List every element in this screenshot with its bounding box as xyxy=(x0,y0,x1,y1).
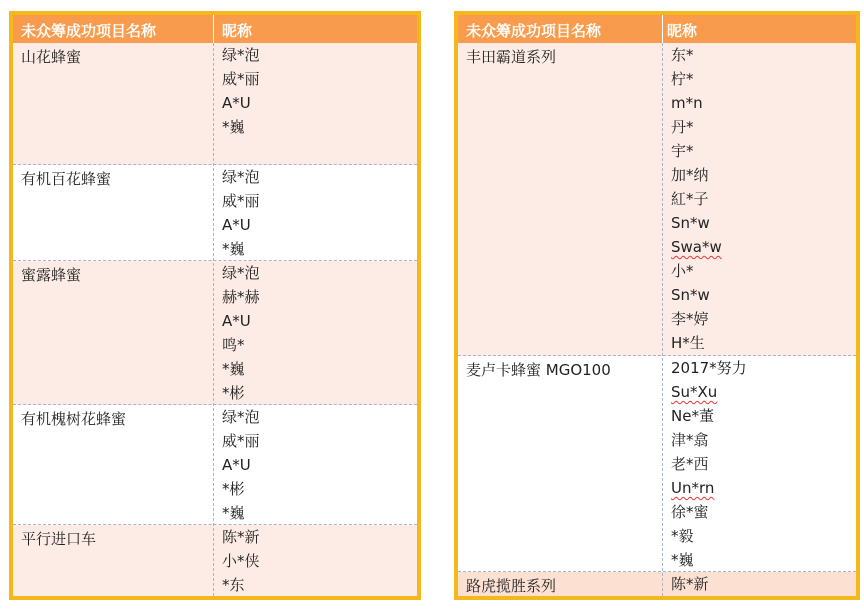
header-divider xyxy=(662,15,663,43)
project-name: 山花蜂蜜 xyxy=(21,48,82,66)
column-divider xyxy=(662,43,663,596)
nickname: Su*Xu xyxy=(671,383,718,401)
nickname: 丹* xyxy=(671,118,694,136)
nickname-list xyxy=(222,46,260,142)
table-header xyxy=(458,15,856,43)
nickname: 老*西 xyxy=(671,455,709,473)
nickname-list xyxy=(222,408,260,528)
right-table xyxy=(454,11,860,600)
nickname: 小* xyxy=(671,262,694,280)
table-row xyxy=(458,572,856,596)
nickname: 2017*努力 xyxy=(671,359,747,377)
project-name: 平行进口车 xyxy=(21,530,97,548)
nickname: 宇* xyxy=(671,142,694,160)
nickname-list xyxy=(222,264,260,408)
nickname: A*U xyxy=(222,94,251,112)
project-name: 麦卢卡蜂蜜 MGO100 xyxy=(466,361,611,379)
table-row xyxy=(13,405,417,525)
table-row xyxy=(458,43,856,356)
nickname: A*U xyxy=(222,216,251,234)
nickname-list xyxy=(671,575,709,599)
nickname: Sn*w xyxy=(671,286,710,304)
nickname: m*n xyxy=(671,94,703,112)
project-name: 路虎揽胜系列 xyxy=(466,577,557,595)
nickname: *彬 xyxy=(222,480,245,498)
nickname: *巍 xyxy=(222,504,245,522)
project-name: 有机百花蜂蜜 xyxy=(21,170,112,188)
project-name: 蜜露蜂蜜 xyxy=(21,266,82,284)
nickname: 加*纳 xyxy=(671,166,709,184)
table-row xyxy=(13,43,417,165)
nickname-list xyxy=(222,168,260,264)
nickname: 柠* xyxy=(671,70,694,88)
table-row xyxy=(458,356,856,572)
nickname: 小*侠 xyxy=(222,552,260,570)
nickname-list xyxy=(671,359,747,575)
nickname-list xyxy=(671,46,722,358)
nickname: 威*丽 xyxy=(222,70,260,88)
nickname: *巍 xyxy=(222,118,245,136)
nickname: 绿*泡 xyxy=(222,408,260,426)
nickname: 鸣* xyxy=(222,336,245,354)
nickname: A*U xyxy=(222,456,251,474)
nickname: Ne*董 xyxy=(671,407,714,425)
table-row xyxy=(13,165,417,261)
nickname: H*生 xyxy=(671,334,705,352)
nickname: 津*翕 xyxy=(671,431,709,449)
nickname: *彬 xyxy=(222,384,245,402)
header-nickname: 昵称 xyxy=(667,22,698,40)
nickname: 陈*新 xyxy=(671,575,709,593)
nickname: 绿*泡 xyxy=(222,168,260,186)
nickname: 绿*泡 xyxy=(222,46,260,64)
header-divider xyxy=(213,15,214,43)
table-row xyxy=(13,525,417,596)
nickname: 李*婷 xyxy=(671,310,709,328)
nickname: 威*丽 xyxy=(222,432,260,450)
project-name: 丰田霸道系列 xyxy=(466,48,557,66)
project-name: 有机槐树花蜂蜜 xyxy=(21,410,127,428)
nickname: Swa*w xyxy=(671,238,722,256)
nickname: *巍 xyxy=(222,240,245,258)
nickname: 徐*蜜 xyxy=(671,503,709,521)
nickname: 威*丽 xyxy=(222,192,260,210)
nickname: 赫*赫 xyxy=(222,288,260,306)
nickname-list xyxy=(222,528,260,600)
nickname: 紅*子 xyxy=(671,190,709,208)
table-row xyxy=(13,261,417,405)
nickname: Sn*w xyxy=(671,214,710,232)
nickname: 东* xyxy=(671,46,694,64)
nickname: *东 xyxy=(222,576,245,594)
nickname: *巍 xyxy=(222,360,245,378)
nickname: Un*rn xyxy=(671,479,715,497)
column-divider xyxy=(213,43,214,596)
nickname: A*U xyxy=(222,312,251,330)
table-header xyxy=(13,15,417,43)
nickname: *巍 xyxy=(671,551,694,569)
header-nickname: 昵称 xyxy=(222,22,253,40)
header-project-name: 未众筹成功项目名称 xyxy=(21,22,157,40)
header-project-name: 未众筹成功项目名称 xyxy=(466,22,602,40)
nickname: 绿*泡 xyxy=(222,264,260,282)
nickname: 陈*新 xyxy=(222,528,260,546)
nickname: *毅 xyxy=(671,527,694,545)
left-table xyxy=(9,11,421,600)
